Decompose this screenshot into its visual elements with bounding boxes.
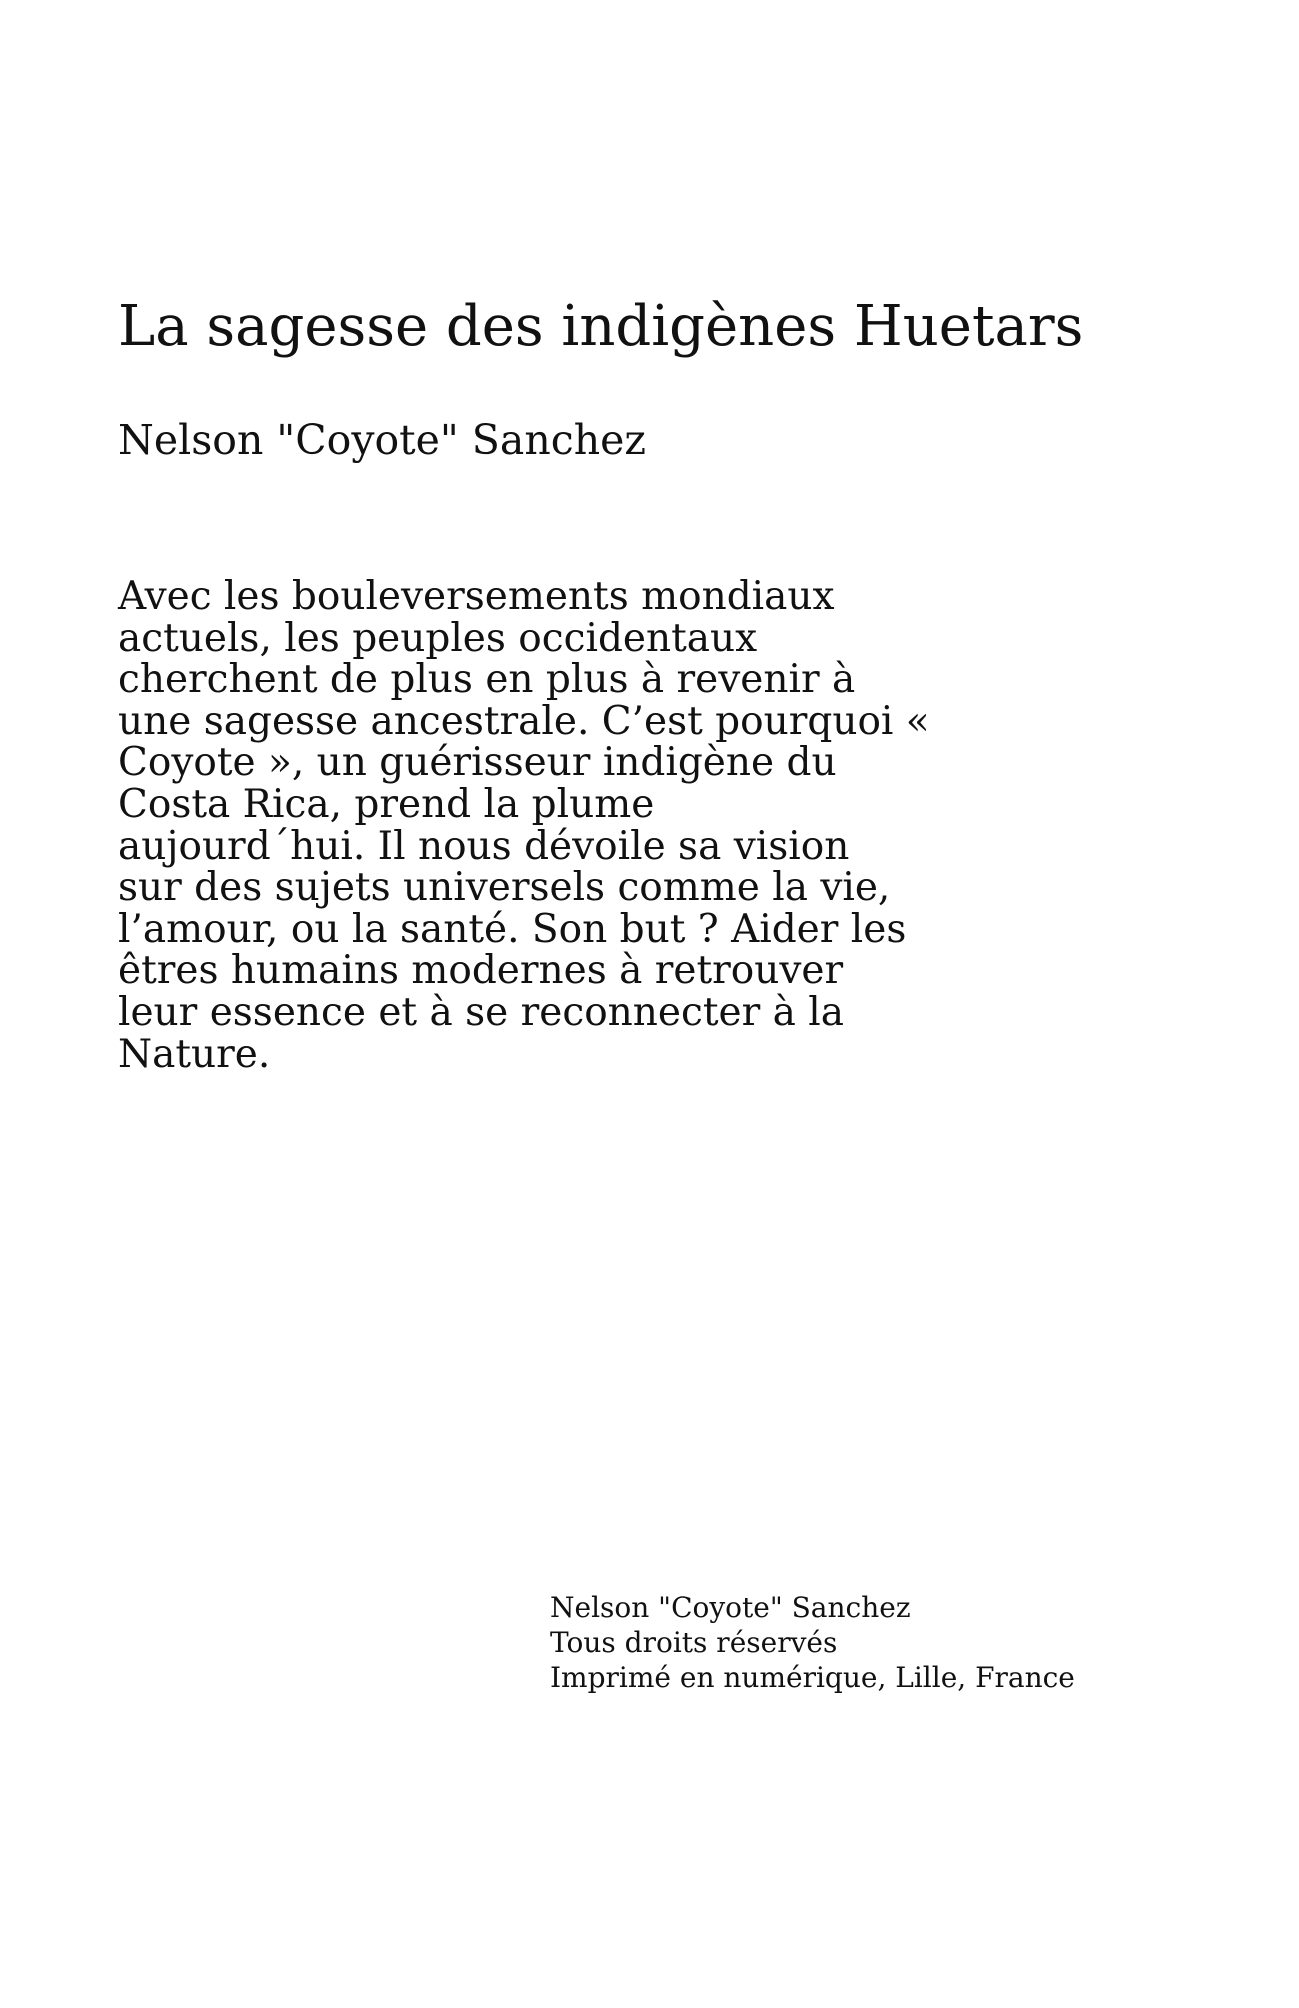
- blurb-line: Nature.: [118, 1031, 271, 1077]
- blurb-line: Coyote », un guérisseur indigène du: [118, 740, 837, 786]
- imprint-block: [550, 1590, 1250, 1695]
- blurb-line: cherchent de plus en plus à revenir à: [118, 657, 856, 703]
- imprint-rights: Tous droits réservés: [550, 1626, 838, 1659]
- imprint-printing: Imprimé en numérique, Lille, France: [550, 1661, 1075, 1694]
- imprint-author: Nelson "Coyote" Sanchez: [550, 1591, 911, 1624]
- blurb-line: sur des sujets universels comme la vie,: [118, 865, 891, 911]
- blurb-line: leur essence et à se reconnecter à la: [118, 989, 844, 1035]
- blurb-line: aujourd´hui. Il nous dévoile sa vision: [118, 823, 850, 869]
- blurb-line: une sagesse ancestrale. C’est pourquoi «: [118, 698, 930, 744]
- blurb-line: Costa Rica, prend la plume: [118, 781, 655, 827]
- blurb-line: êtres humains modernes à retrouver: [118, 948, 844, 994]
- blurb-line: Avec les bouleversements mondiaux: [118, 574, 835, 619]
- book-blurb: [118, 576, 978, 1075]
- blurb-line: actuels, les peuples occidentaux: [118, 615, 758, 661]
- book-author: Nelson "Coyote" Sanchez: [118, 416, 646, 464]
- blurb-line: l’amour, ou la santé. Son but ? Aider les: [118, 906, 907, 952]
- book-title: La sagesse des indigènes Huetars: [118, 294, 1084, 359]
